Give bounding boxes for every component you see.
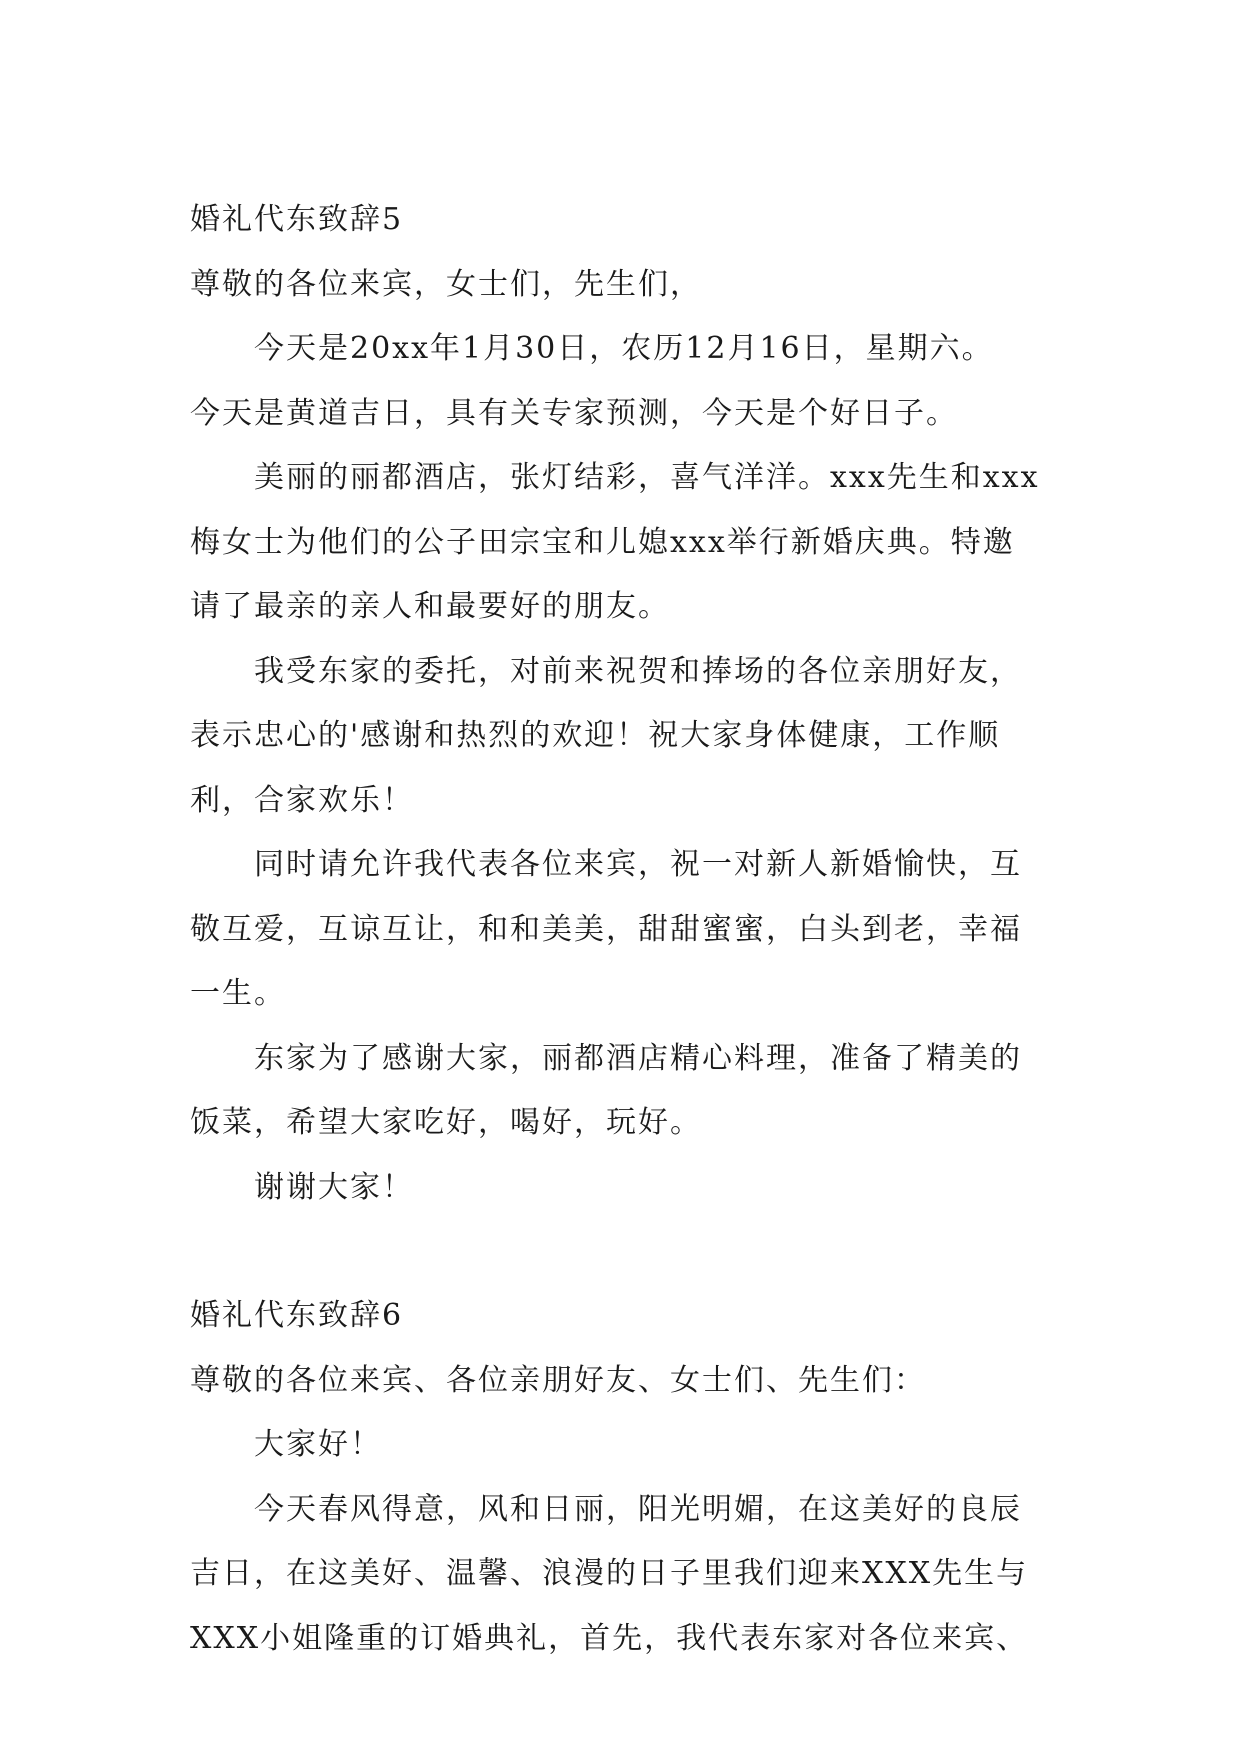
paragraph-line: 我受东家的委托，对前来祝贺和捧场的各位亲朋好友， (254, 653, 1022, 689)
document-body (190, 188, 1065, 1671)
section-title: 婚礼代东致辞6 (190, 1298, 404, 1333)
closing-line: 谢谢大家！ (254, 1169, 414, 1205)
paragraph-line: XXX小姐隆重的订婚典礼，首先，我代表东家对各位来宾、 (190, 1620, 1029, 1656)
salutation: 尊敬的各位来宾，女士们，先生们， (190, 266, 702, 302)
paragraph-line: 梅女士为他们的公子田宗宝和儿媳xxx举行新婚庆典。特邀 (190, 524, 1015, 560)
paragraph-line: 美丽的丽都酒店，张灯结彩，喜气洋洋。xxx先生和xxx (254, 460, 1040, 495)
paragraph-line: 表示忠心的'感谢和热烈的欢迎！祝大家身体健康，工作顺 (190, 718, 1001, 753)
salutation: 尊敬的各位来宾、各位亲朋好友、女士们、先生们： (190, 1362, 926, 1398)
paragraph-line: 今天春风得意，风和日丽，阳光明媚，在这美好的良辰 (254, 1491, 1022, 1527)
paragraph-line: 饭菜，希望大家吃好，喝好，玩好。 (190, 1105, 702, 1140)
paragraph-line: 同时请允许我代表各位来宾，祝一对新人新婚愉快，互 (254, 847, 1022, 882)
paragraph-line: 吉日，在这美好、温馨、浪漫的日子里我们迎来XXX先生与 (190, 1556, 1029, 1591)
paragraph-line: 敬互爱，互谅互让，和和美美，甜甜蜜蜜，白头到老，幸福 (190, 911, 1022, 947)
paragraph-line: 今天是20xx年1月30日，农历12月16日，星期六。 (254, 331, 994, 366)
section-gap (190, 1220, 1065, 1284)
greeting-line: 大家好！ (254, 1427, 382, 1462)
paragraph-line: 一生。 (190, 976, 286, 1011)
paragraph-line: 利，合家欢乐！ (190, 782, 414, 818)
paragraph-line: 今天是黄道吉日，具有关专家预测，今天是个好日子。 (190, 395, 958, 431)
section-title: 婚礼代东致辞5 (190, 202, 404, 237)
paragraph-line: 请了最亲的亲人和最要好的朋友。 (190, 589, 670, 624)
paragraph-line: 东家为了感谢大家，丽都酒店精心料理，准备了精美的 (254, 1040, 1022, 1076)
